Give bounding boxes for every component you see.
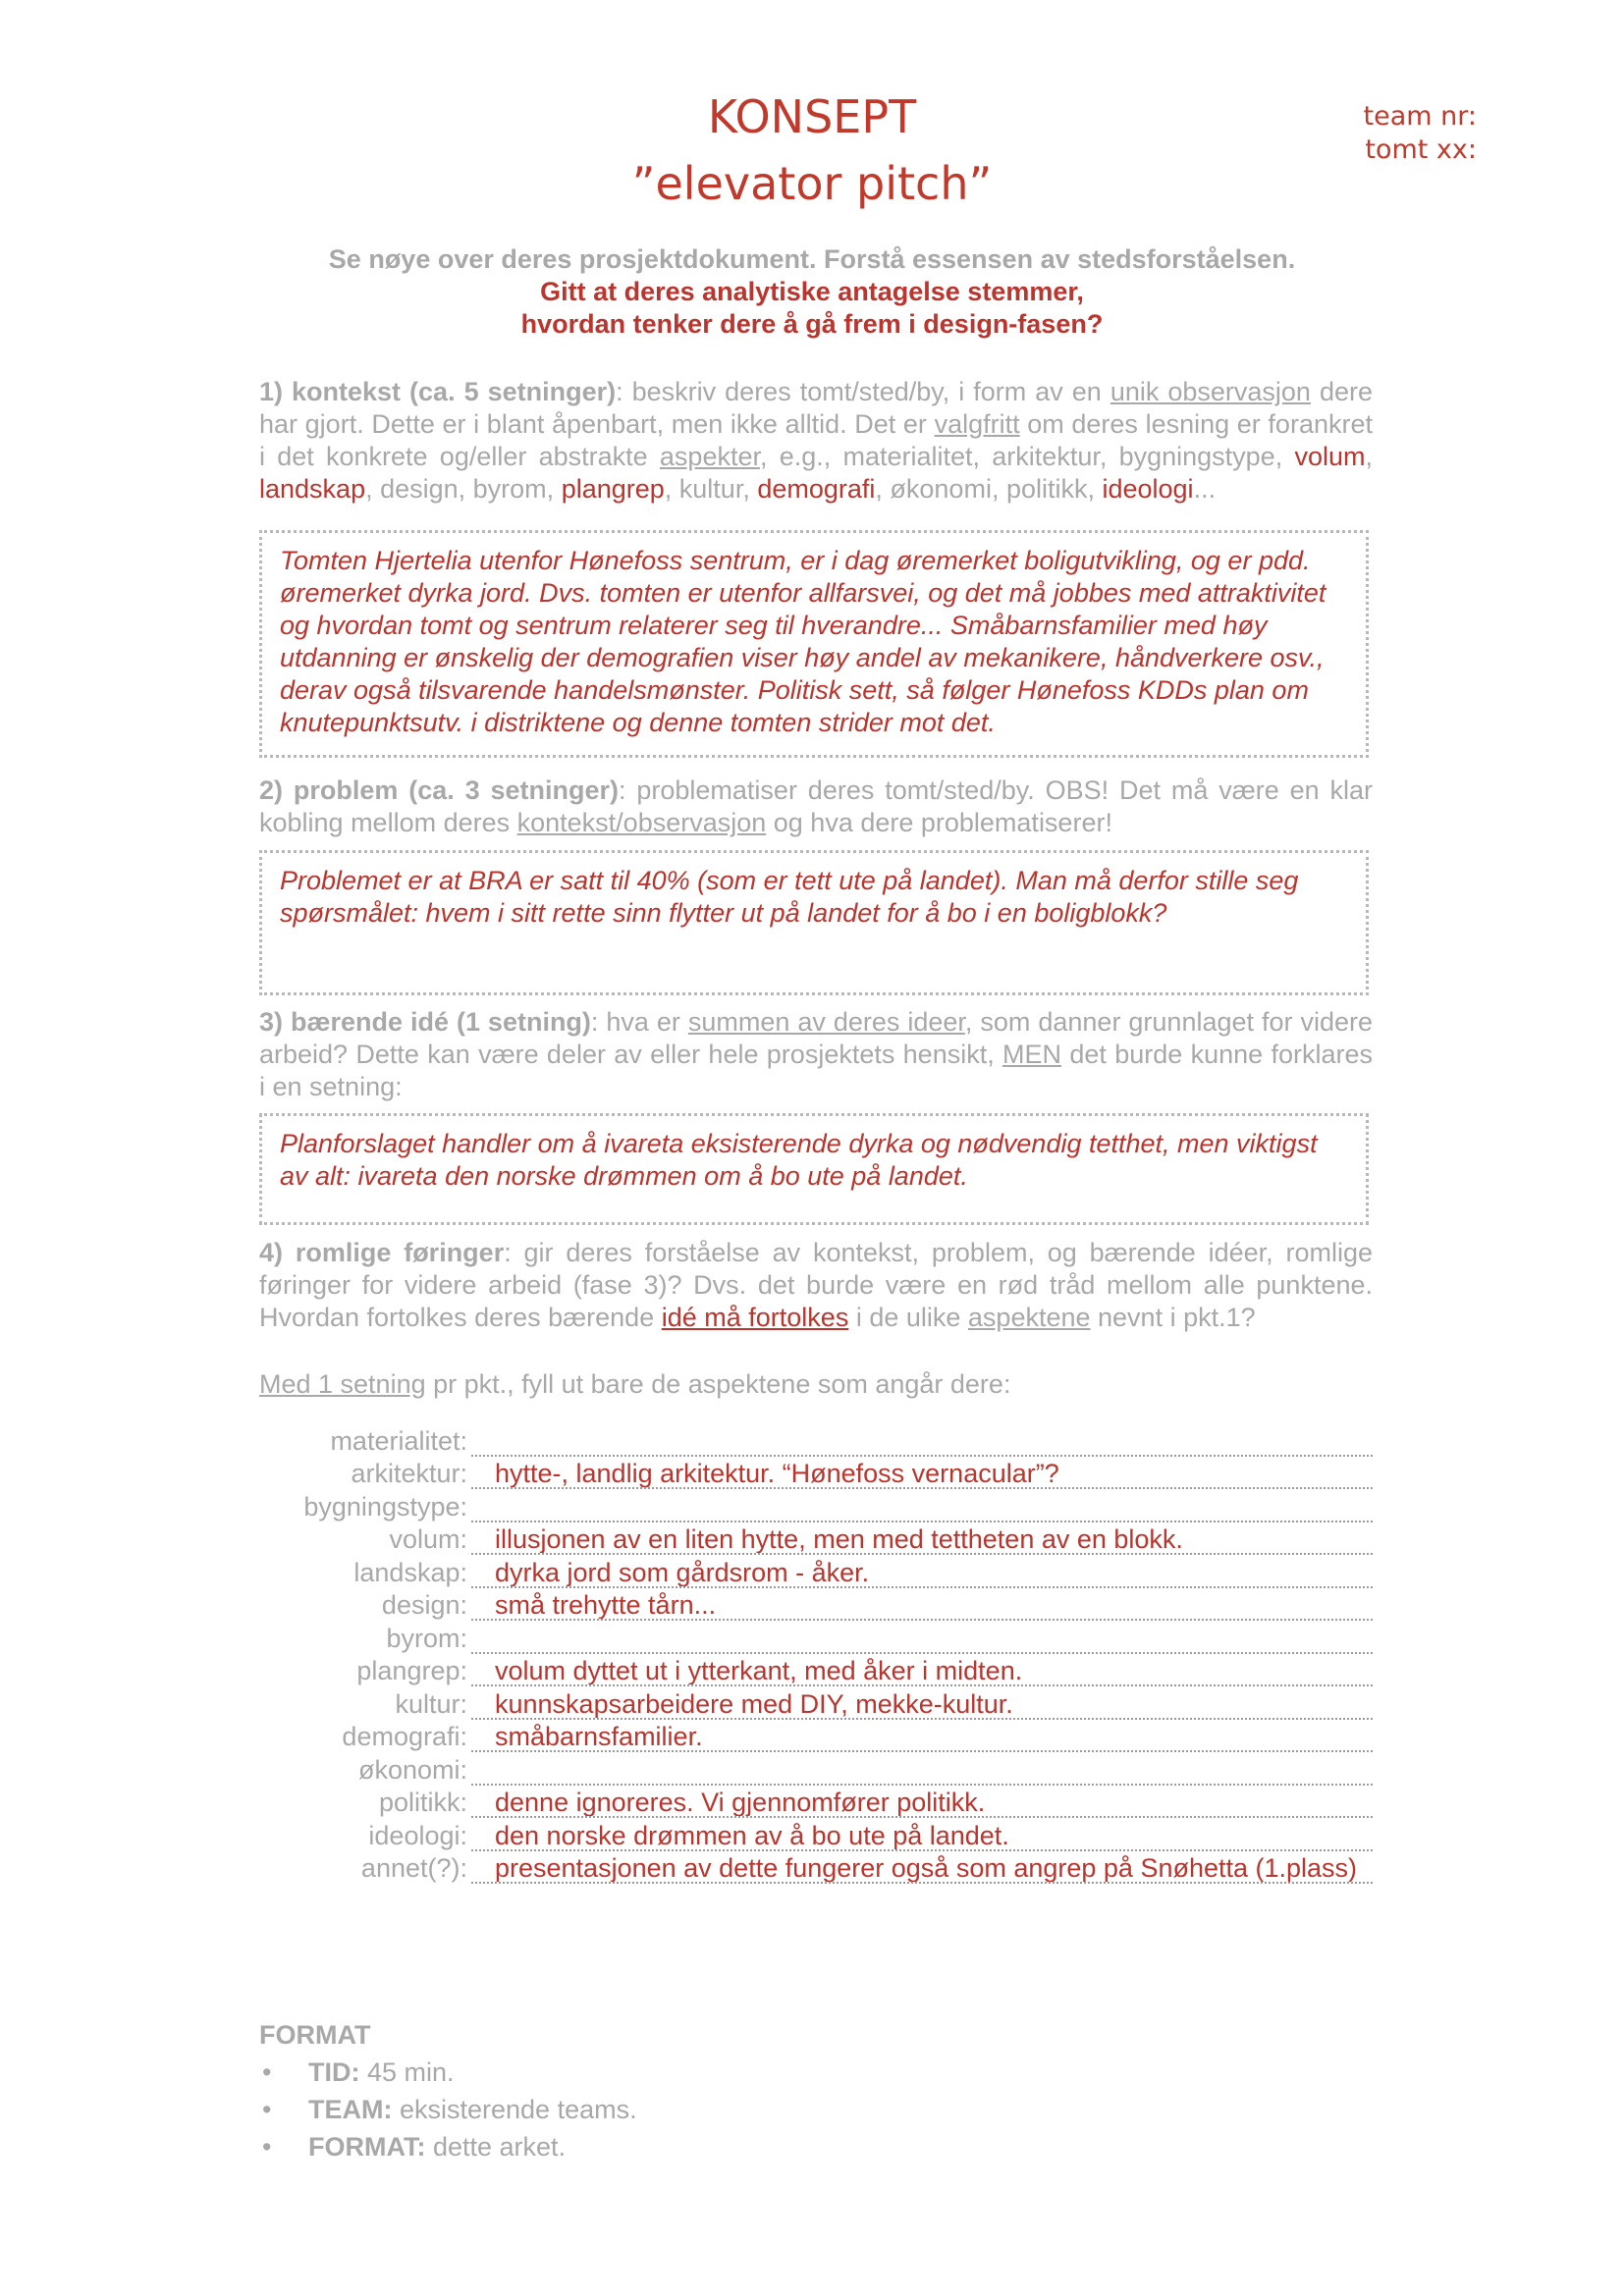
- text-fragment: : hva er: [590, 1007, 688, 1037]
- team-label: team nr:: [1363, 101, 1477, 132]
- section-kontekst-text: 1) kontekst (ca. 5 setninger): beskriv deres tomt/sted/by, i form av en unik observasjon dere har gjort. Dette er i blant åpenbart, men ikke alltid. Det er valgfritt om deres lesning er forankret i det konkrete og/eller abstrakte aspekter, e.g., materialitet, arkitektur, bygningstype, volum, landskap, design, byrom, plangrep, kultur, demografi, økonomi, politikk, ideologi...: [259, 377, 1373, 504]
- aspects-list: [259, 1423, 1373, 1884]
- aspect-field[interactable]: [471, 1521, 1373, 1522]
- aspect-field[interactable]: små trehytte tårn...: [471, 1591, 1373, 1621]
- aspect-label: byrom:: [386, 1623, 467, 1653]
- format-item-value: eksisterende teams.: [392, 2095, 637, 2124]
- text-fragment: ...: [1193, 474, 1217, 504]
- aspect-field[interactable]: volum dyttet ut i ytterkant, med åker i midten.: [471, 1657, 1373, 1686]
- aspect-field[interactable]: presentasjonen av dette fungerer også som angrep på Snøhetta (1.plass): [471, 1854, 1373, 1884]
- underlined-term: Med 1 setning: [259, 1369, 426, 1399]
- text-fragment: nevnt i pkt.1?: [1090, 1303, 1256, 1332]
- format-item: [259, 2091, 637, 2128]
- underlined-term: summen av deres ideer: [687, 1007, 965, 1037]
- aspect-label: plangrep:: [356, 1656, 467, 1685]
- format-item-value: 45 min.: [359, 2057, 455, 2087]
- aspect-field[interactable]: den norske drømmen av å bo ute på landet.: [471, 1822, 1373, 1851]
- aspect-row: [259, 1786, 1373, 1819]
- format-item: [259, 2128, 637, 2165]
- aspect-field[interactable]: [471, 1455, 1373, 1457]
- answer-box-problem[interactable]: Problemet er at BRA er satt til 40% (som er tett ute på landet). Man må derfor stille seg spørsmålet: hvem i sitt rette sinn flytter ut på landet for å bo i en boligblokk?: [259, 850, 1369, 995]
- format-item-key: FORMAT:: [308, 2132, 426, 2162]
- format-heading: FORMAT: [259, 2020, 371, 2050]
- format-item-key: TEAM:: [308, 2095, 393, 2124]
- highlighted-aspect: volum: [1294, 442, 1366, 471]
- aspect-row: [259, 1621, 1373, 1654]
- aspect-field[interactable]: denne ignoreres. Vi gjennomfører politikk.: [471, 1789, 1373, 1818]
- format-item-key: TID:: [308, 2057, 360, 2087]
- team-info: [1364, 100, 1477, 167]
- underlined-term: unik observasjon: [1110, 377, 1311, 406]
- aspect-row: [259, 1752, 1373, 1786]
- aspect-label: økonomi:: [357, 1754, 467, 1785]
- text-fragment: i de ulike: [848, 1303, 968, 1332]
- text-fragment: , kultur,: [664, 474, 758, 504]
- aspect-label: design:: [381, 1590, 467, 1620]
- aspects-instruction: [259, 1368, 1373, 1401]
- intro-line-3: hvordan tenker dere å gå frem i design-fasen?: [520, 309, 1104, 339]
- underlined-term: kontekst/observasjon: [516, 808, 767, 837]
- aspect-row: [259, 1818, 1373, 1851]
- text-fragment: og hva dere problematiserer!: [766, 808, 1112, 837]
- aspect-label: volum:: [389, 1524, 467, 1554]
- text-fragment: : beskriv deres tomt/sted/by, i form av en: [616, 377, 1110, 406]
- aspect-label: annet(?):: [360, 1853, 467, 1883]
- underlined-term: MEN: [1002, 1040, 1062, 1069]
- text-fragment: : gir deres forståelse av kontekst, problem, og bærende idéer, romlige føringer for videre arbeid (fase 3)? Dvs. det burde være en rød tråd mellom alle punktene. Hvordan fortolkes deres bærende: [259, 1238, 1373, 1332]
- aspect-field[interactable]: [471, 1784, 1373, 1786]
- underlined-term: idé må fortolkes: [661, 1303, 849, 1332]
- section-foringer-heading: 4) romlige føringer: [259, 1238, 505, 1267]
- format-list: [259, 2054, 637, 2165]
- aspect-label: materialitet:: [330, 1425, 467, 1456]
- intro: [0, 243, 1624, 341]
- aspect-label: arkitektur:: [351, 1459, 467, 1488]
- aspect-row: [259, 1720, 1373, 1753]
- section-problem-text: [259, 774, 1373, 839]
- site-label: tomt xx:: [1365, 134, 1477, 165]
- text-fragment: om deres lesning er forankret i det konkrete og/eller abstrakte: [259, 409, 1373, 471]
- aspect-row: [259, 1588, 1373, 1622]
- page-subtitle: ”elevator pitch”: [631, 157, 993, 210]
- aspect-label: landskap:: [353, 1557, 467, 1587]
- aspect-row: [259, 1457, 1373, 1490]
- answer-box-kontekst[interactable]: Tomten Hjertelia utenfor Hønefoss sentrum, er i dag øremerket boligutvikling, og er pdd. øremerket dyrka jord. Dvs. tomten er utenfor allfarsvei, og det må jobbes med attraktivitet og hvordan tomt og sentrum relaterer seg til hverandre... Småbarnsfamilier med høy utdanning er ønskelig der demografien viser høy andel av mekanikere, håndverkere osv., derav også tilsvarende handelsmønster. Politisk sett, så følger Hønefoss KDDs plan om knutepunktsutv. i distriktene og denne tomten strider mot det.: [259, 530, 1369, 758]
- underlined-term: valgfritt: [934, 409, 1020, 439]
- format-section: [259, 2016, 637, 2165]
- aspect-row: [259, 1686, 1373, 1720]
- aspect-field[interactable]: dyrka jord som gårdsrom - åker.: [471, 1559, 1373, 1588]
- text-fragment: , e.g., materialitet, arkitektur, bygningstype,: [759, 442, 1295, 471]
- section-kontekst-heading: 1) kontekst (ca. 5 setninger): [259, 377, 617, 406]
- aspect-row: [259, 1654, 1373, 1687]
- section-ide-heading: 3) bærende idé (1 setning): [259, 1007, 591, 1037]
- aspect-row: [259, 1489, 1373, 1522]
- aspect-field[interactable]: småbarnsfamilier.: [471, 1723, 1373, 1752]
- highlighted-aspect: landskap: [259, 474, 366, 504]
- aspect-label: ideologi:: [368, 1820, 467, 1850]
- answer-box-ide[interactable]: Planforslaget handler om å ivareta eksisterende dyrka og nødvendig tetthet, men viktigst av alt: ivareta den norske drømmen om å bo ute på landet.: [259, 1113, 1369, 1225]
- aspect-row: [259, 1555, 1373, 1588]
- intro-line-1: Se nøye over deres prosjektdokument. Forstå essensen av stedsforståelsen.: [328, 244, 1296, 274]
- highlighted-aspect: ideologi: [1102, 474, 1194, 504]
- format-item-value: dette arket.: [425, 2132, 567, 2162]
- text-fragment: , økonomi, politikk,: [875, 474, 1103, 504]
- aspect-field[interactable]: hytte-, landlig arkitektur. “Hønefoss vernacular”?: [471, 1460, 1373, 1489]
- page-title: KONSEPT: [707, 90, 917, 143]
- underlined-term: aspekter: [659, 442, 760, 471]
- bullet-icon: •: [262, 2095, 272, 2124]
- bullet-icon: •: [262, 2057, 272, 2087]
- aspect-field[interactable]: kunnskapsarbeidere med DIY, mekke-kultur.: [471, 1690, 1373, 1720]
- highlighted-aspect: demografi: [757, 474, 876, 504]
- text-fragment: , design, byrom,: [365, 474, 562, 504]
- highlighted-aspect: plangrep: [561, 474, 665, 504]
- aspect-label: politikk:: [378, 1788, 467, 1817]
- aspect-row: [259, 1851, 1373, 1885]
- text-fragment: : problematiser deres tomt/sted/by. OBS! Det må være en klar kobling mellom deres: [259, 775, 1373, 837]
- aspect-label: kultur:: [395, 1688, 467, 1719]
- aspect-row: [259, 1522, 1373, 1556]
- section-foringer-text: [259, 1237, 1373, 1334]
- intro-line-2: Gitt at deres analytiske antagelse stemmer,: [540, 277, 1084, 306]
- text-fragment: , som danner grunnlaget for videre arbeid? Dette kan være deler av eller hele prosjektets hensikt,: [259, 1007, 1373, 1069]
- section-problem-heading: 2) problem (ca. 3 setninger): [259, 775, 620, 805]
- aspect-label: demografi:: [342, 1722, 467, 1751]
- aspect-label: bygningstype:: [303, 1491, 467, 1522]
- bullet-icon: •: [262, 2132, 272, 2162]
- aspect-row: [259, 1423, 1373, 1457]
- aspect-field[interactable]: illusjonen av en liten hytte, men med tettheten av en blokk.: [471, 1525, 1373, 1555]
- text-fragment: pr pkt., fyll ut bare de aspektene som angår dere:: [425, 1369, 1011, 1399]
- underlined-term: aspektene: [967, 1303, 1091, 1332]
- aspect-field[interactable]: [471, 1652, 1373, 1654]
- text-fragment: det burde kunne forklares i en setning:: [259, 1040, 1373, 1101]
- text-fragment: dere har gjort. Dette er i blant åpenbart, men ikke alltid. Det er: [259, 377, 1373, 439]
- format-item: [259, 2054, 637, 2091]
- section-ide-text: [259, 1006, 1373, 1103]
